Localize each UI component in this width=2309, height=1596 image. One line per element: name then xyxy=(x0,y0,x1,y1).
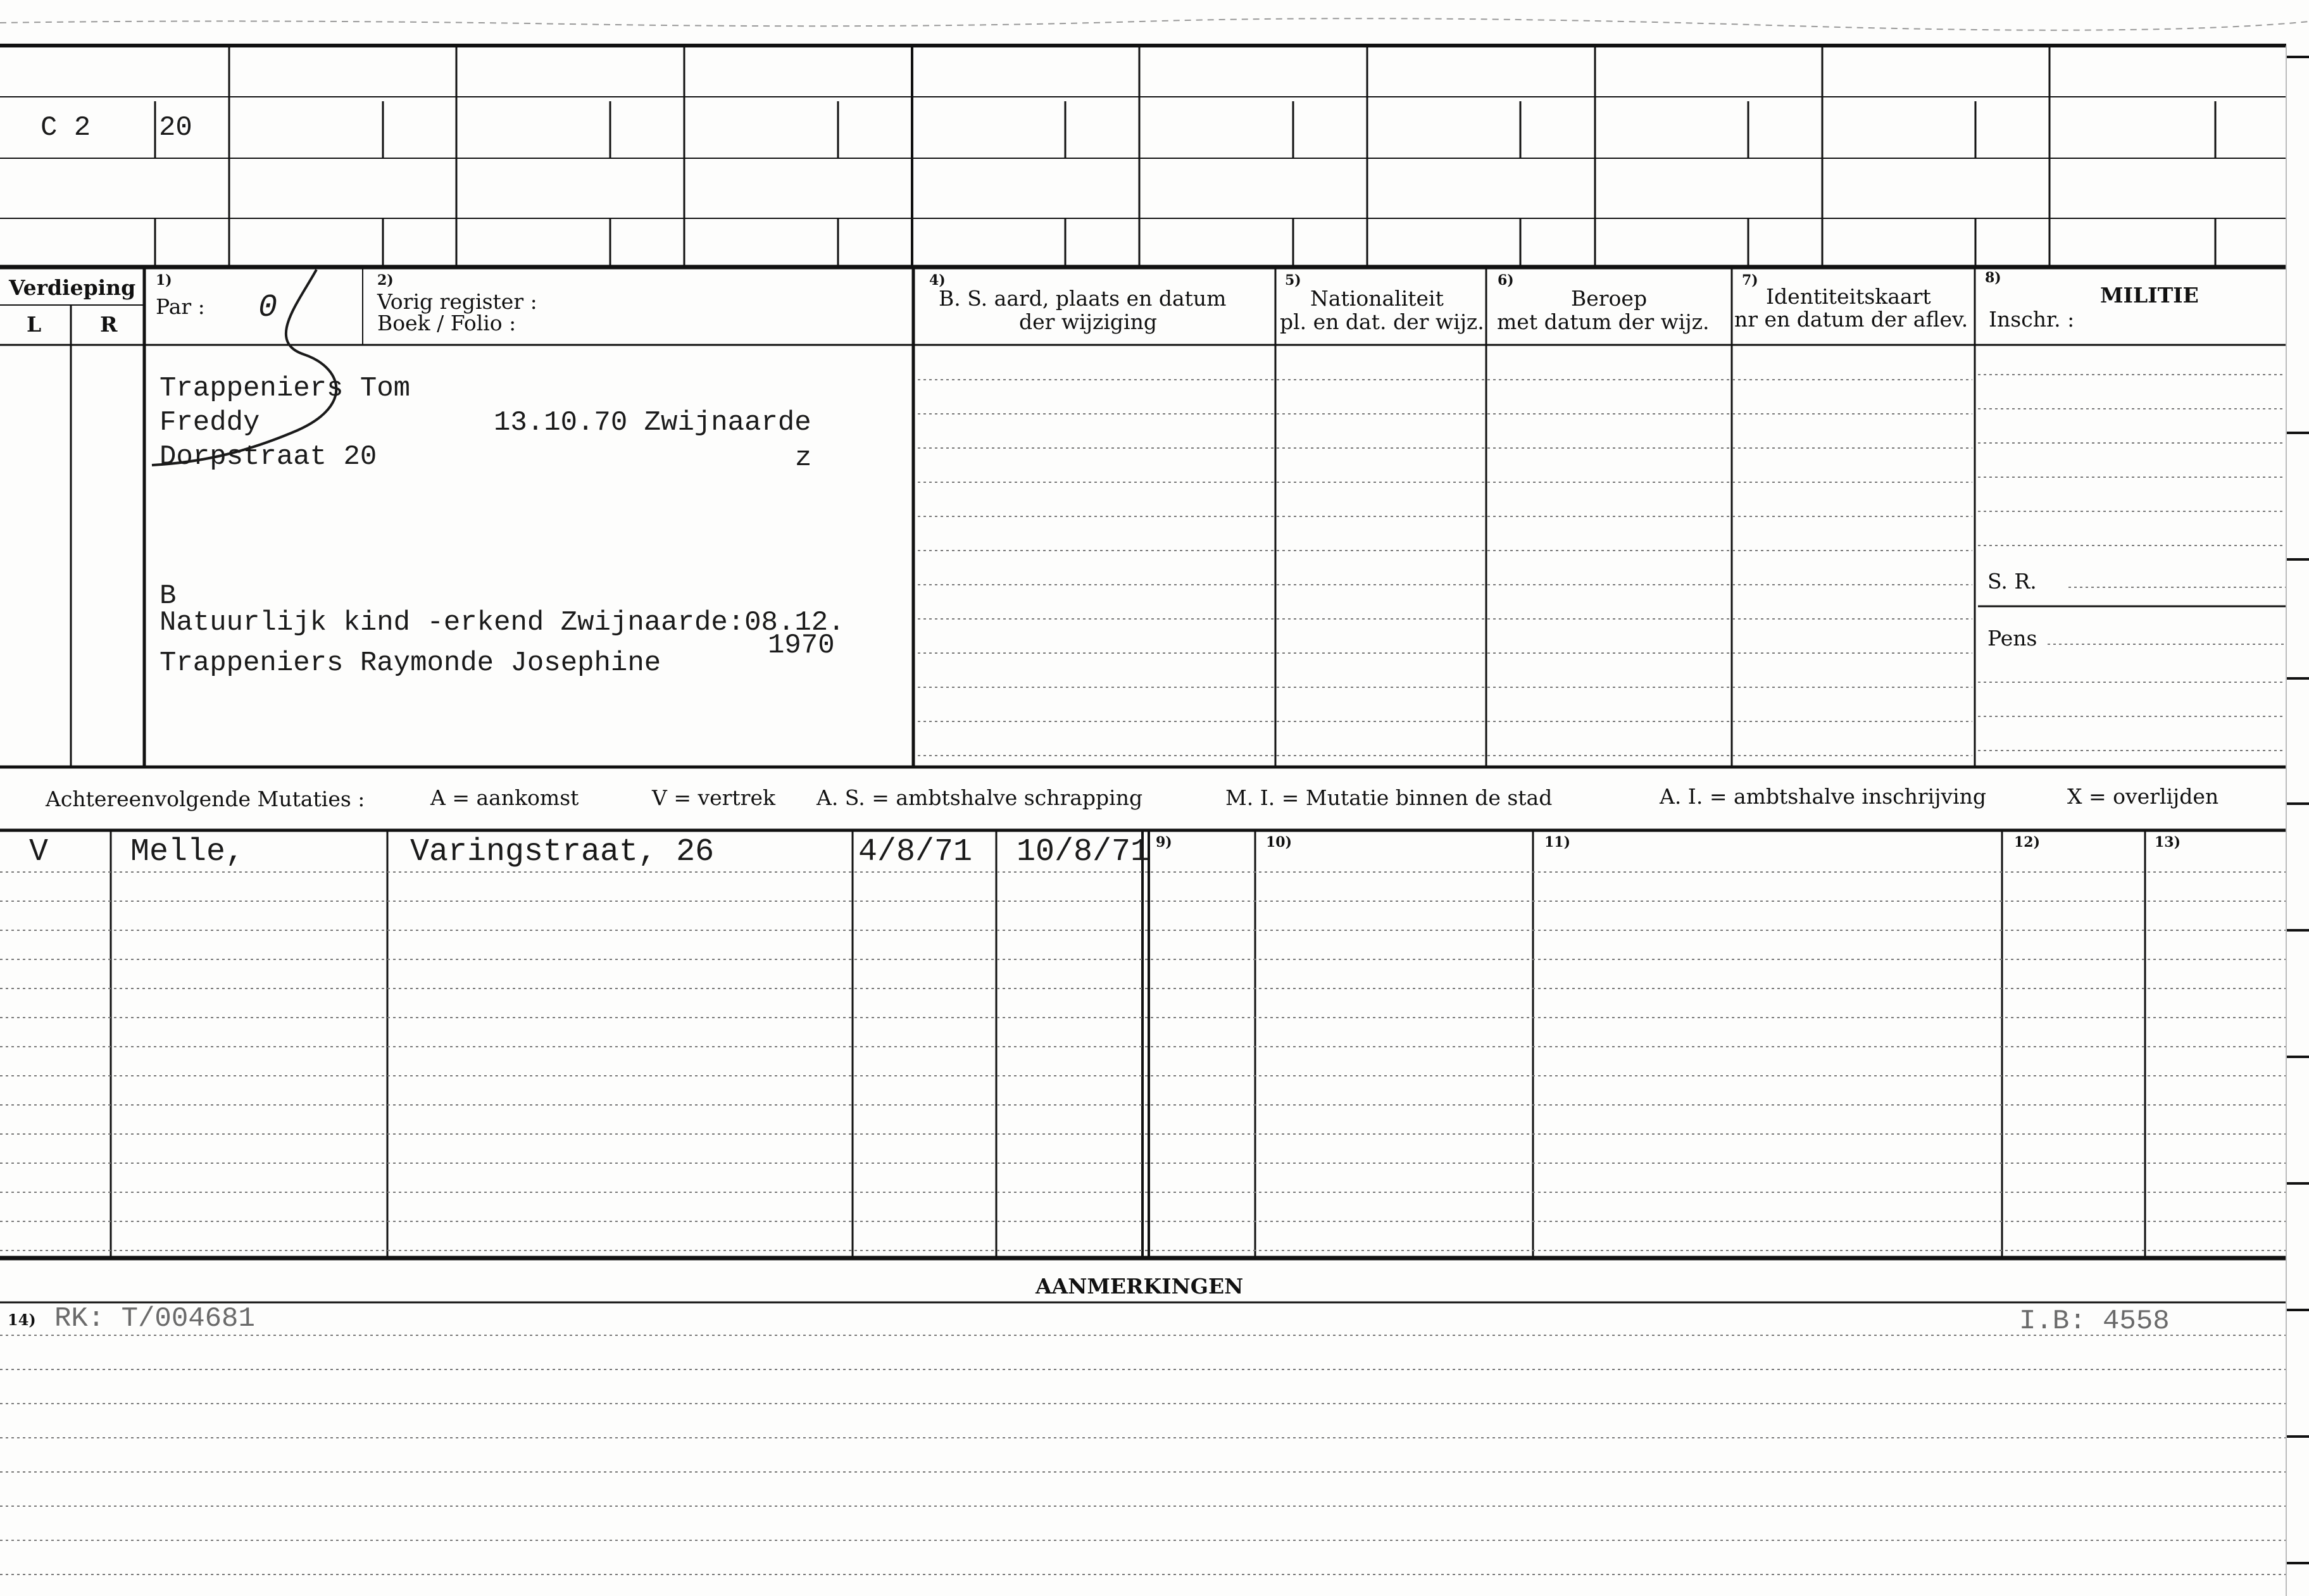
person-birth: 13.10.70 Zwijnaarde xyxy=(494,407,811,439)
beroep-header-line1: Beroep xyxy=(1571,286,1648,311)
col-2-number: 2) xyxy=(377,272,394,289)
mutation-date-1: 4/8/71 xyxy=(858,834,973,870)
mutation-col-12: 12) xyxy=(2014,834,2041,851)
legend-ambtshalve-inschrijving: A. I. = ambtshalve inschrijving xyxy=(1660,784,1987,809)
mutation-type: V xyxy=(29,834,49,870)
remarks-rk: RK: T/004681 xyxy=(54,1303,255,1335)
legend-vertrek: V = vertrek xyxy=(652,785,775,810)
par-handwritten-mark: 0 xyxy=(258,290,278,326)
person-mark-z: z xyxy=(795,442,812,474)
col-8-number: 8) xyxy=(1985,270,2001,286)
mutation-col-13: 13) xyxy=(2155,834,2181,851)
mutation-date-2: 10/8/71 xyxy=(1017,834,1150,870)
person-recognition: Natuurlijk kind -erkend Zwijnaarde:08.12. xyxy=(160,607,845,639)
pens-label: Pens xyxy=(1987,626,2037,651)
person-firstname: Freddy xyxy=(160,407,260,439)
verdieping-header: Verdieping xyxy=(9,275,136,300)
mutation-place: Melle, xyxy=(130,834,245,870)
person-name-line: Trappeniers Tom xyxy=(160,373,411,404)
l-header: L xyxy=(27,312,42,337)
bs-header-line2: der wijziging xyxy=(1019,309,1157,334)
col-1-number: 1) xyxy=(156,272,172,289)
beroep-header-line2: met datum der wijz. xyxy=(1497,309,1710,334)
legend-title: Achtereenvolgende Mutaties : xyxy=(46,787,365,811)
legend-overlijden: X = overlijden xyxy=(2067,784,2219,809)
vorig-register-label: Vorig register : xyxy=(377,289,537,314)
remarks-title: AANMERKINGEN xyxy=(1036,1274,1244,1299)
legend-mutatie-binnen-stad: M. I. = Mutatie binnen de stad xyxy=(1225,785,1553,810)
identiteitskaart-header-line2: nr en datum der aflev. xyxy=(1734,307,1968,332)
militie-header: MILITIE xyxy=(2100,283,2199,308)
par-label: Par : xyxy=(156,294,205,319)
identiteitskaart-header-line1: Identiteitskaart xyxy=(1766,284,1931,309)
person-address: Dorpstraat 20 xyxy=(160,441,377,473)
remarks-number: 14) xyxy=(8,1311,36,1329)
mutation-col-9: 9) xyxy=(1156,834,1172,851)
top-grid-cell-2: 20 xyxy=(159,112,192,144)
mutation-col-11: 11) xyxy=(1544,834,1571,851)
bs-header-line1: B. S. aard, plaats en datum xyxy=(939,286,1227,311)
col-6-number: 6) xyxy=(1498,272,1514,289)
col-7-number: 7) xyxy=(1742,272,1758,289)
col-5-number: 5) xyxy=(1285,272,1301,289)
top-grid-cell-1: C 2 xyxy=(41,112,91,144)
nationaliteit-header-line2: pl. en dat. der wijz. xyxy=(1280,309,1484,334)
legend-aankomst: A = aankomst xyxy=(430,785,579,810)
mutation-col-10: 10) xyxy=(1266,834,1292,851)
sr-label: S. R. xyxy=(1987,569,2037,594)
boek-folio-label: Boek / Folio : xyxy=(377,311,516,335)
person-b-label: B xyxy=(160,580,177,612)
person-recognition-year: 1970 xyxy=(768,630,835,661)
inschr-label: Inschr. : xyxy=(1989,307,2075,332)
mutation-street: Varingstraat, 26 xyxy=(410,834,715,870)
r-header: R xyxy=(100,312,118,337)
person-mother: Trappeniers Raymonde Josephine xyxy=(160,647,661,679)
col-4-number: 4) xyxy=(929,272,946,289)
remarks-ib: I.B: 4558 xyxy=(2019,1306,2170,1337)
legend-ambtshalve-schrapping: A. S. = ambtshalve schrapping xyxy=(817,785,1143,810)
nationaliteit-header-line1: Nationaliteit xyxy=(1310,286,1444,311)
